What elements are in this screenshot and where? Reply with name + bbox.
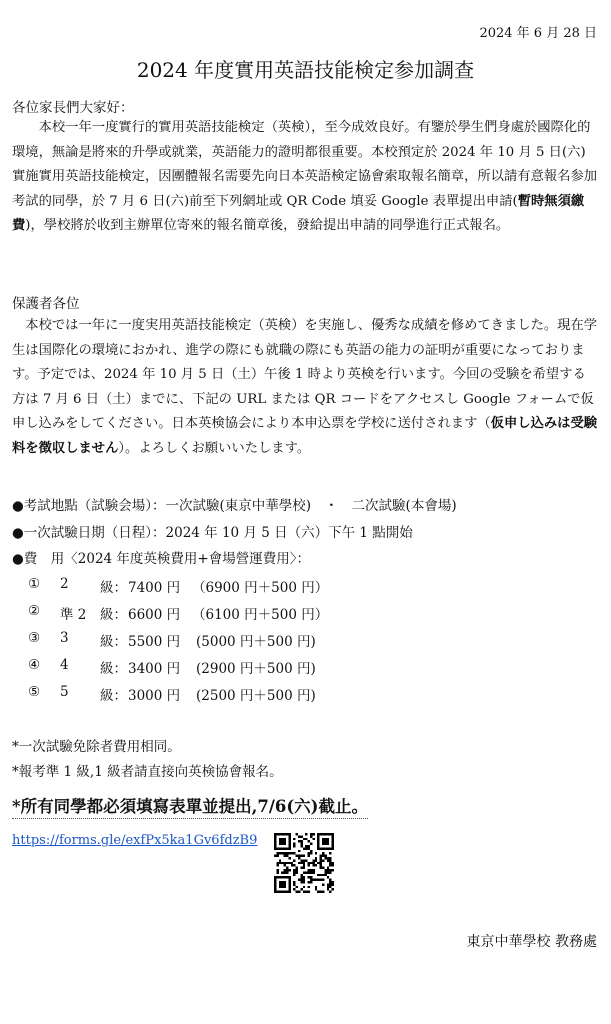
- fee-number: ②: [28, 603, 41, 619]
- note-exemption: *一次試驗免除者費用相同。: [12, 739, 181, 755]
- fee-kyu: 級：: [100, 580, 127, 596]
- chinese-body-end: )，學校將於收到主辦單位寄來的報名簡章後，發給提出申請的同學進行正式報名。: [25, 218, 510, 233]
- chinese-body-bold: 暫時無須繳費: [12, 193, 585, 233]
- fee-price: 6600 円: [128, 607, 181, 623]
- qr-code-image[interactable]: [274, 833, 334, 893]
- fee-grade: 2: [60, 576, 69, 592]
- exam-date: ●一次試驗日期（日程）：2024 年 10 月 5 日（六）下午 1 點開始: [12, 525, 413, 541]
- fee-number: ④: [28, 657, 41, 673]
- deadline-notice: *所有同學都必須填寫表單並提出,7/6(六)截止。: [12, 793, 368, 819]
- fee-kyu: 級：: [100, 634, 127, 650]
- fee-grade: 4: [60, 657, 69, 673]
- japanese-greeting: 保護者各位: [12, 296, 80, 312]
- japanese-body: [12, 314, 598, 461]
- fee-breakdown: （6900 円＋500 円）: [192, 580, 329, 596]
- fee-breakdown: (2500 円＋500 円): [196, 688, 316, 704]
- fee-price: 7400 円: [128, 580, 181, 596]
- japanese-body-start: 本校では一年に一度実用英語技能検定（英検）を実施し、優秀な成績を修めてきました。現在学生は国際化の環境におかれ、進学の際にも就職の際にも英語の能力の証明が重要になっております。予定では、2024 年 10 月 5 日（土）午後 1 時より英検を行います。今回の受験を希望する方は 7 月 6 日（土）までに、下記の URL または QR コードをアクセスし Google フォームで仮申し込みをしてください。日本英検協会により本申込票を学校に送付されます（: [12, 318, 598, 431]
- fee-breakdown: （6100 円＋500 円）: [192, 607, 329, 623]
- fee-breakdown: (5000 円＋500 円): [196, 634, 316, 650]
- fee-kyu: 級：: [100, 607, 127, 623]
- fee-number: ⑤: [28, 684, 41, 700]
- fee-grade: 5: [60, 684, 69, 700]
- japanese-body-end: ）。よろしくお願いいたします。: [118, 440, 311, 456]
- school-signature: 東京中華學校 教務處: [466, 934, 597, 950]
- fee-kyu: 級：: [100, 661, 127, 677]
- fee-breakdown: (2900 円＋500 円): [196, 661, 316, 677]
- chinese-body-start: 本校一年一度實行的實用英語技能検定（英検），至今成效良好。有鑒於學生們身處於國際化的環境，無論是將來的升學或就業，英語能力的證明都很重要。本校預定於 2024 年 10 月 5 日(六)實施實用英語技能検定，因團體報名需要先向日本英語検定協會索取報名簡章，所以請有意報名参加考試的同學，於 7 月 6 日(六)前至下列網址或 QR Code 填妥 Google 表單提出申請(: [12, 120, 598, 209]
- exam-location: ●考試地點（試験会場）：一次試驗(東京中華學校) ・ 二次試驗(本會場): [12, 498, 457, 514]
- document-title: 2024 年度實用英語技能検定参加調查: [136, 58, 475, 82]
- fee-grade: 準 2: [60, 607, 87, 623]
- fee-grade: 3: [60, 630, 69, 646]
- fee-price: 3000 円: [128, 688, 181, 704]
- fee-header: ●費 用〈2024 年度英検費用+會場營運費用〉：: [12, 551, 310, 567]
- fee-number: ①: [28, 576, 41, 592]
- chinese-greeting: 各位家長們大家好：: [12, 100, 134, 116]
- chinese-body: [12, 116, 598, 239]
- japanese-body-bold: 仮申し込みは受験料を徴収しません: [12, 416, 598, 456]
- note-grade1: *報考準 1 級,1 級者請直接向英検協會報名。: [12, 764, 283, 780]
- google-form-link[interactable]: https://forms.gle/exfPx5ka1Gv6fdzB9: [12, 833, 258, 848]
- document-date: 2024 年 6 月 28 日: [479, 26, 597, 41]
- fee-kyu: 級：: [100, 688, 127, 704]
- fee-price: 3400 円: [128, 661, 181, 677]
- fee-price: 5500 円: [128, 634, 181, 650]
- fee-number: ③: [28, 630, 41, 646]
